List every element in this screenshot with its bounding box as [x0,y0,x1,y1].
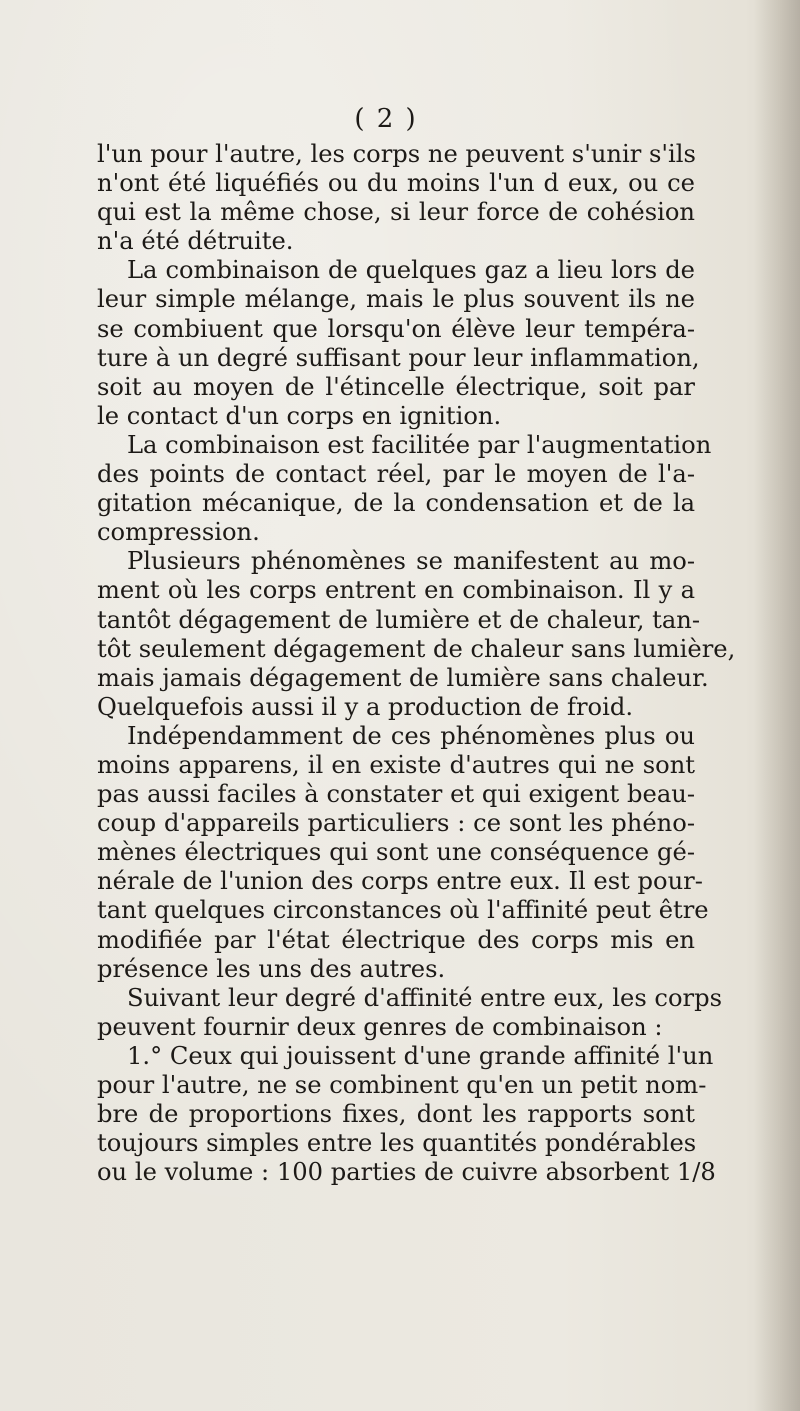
text-line: bre de proportions fixes, dont les rapports sont [97,1100,695,1129]
paragraph [97,430,712,547]
text-line: n'a été détruite. [97,227,294,256]
text-line: n'ont été liquéfiés ou du moins l'un d eux, ou ce [97,169,695,198]
text-line: gitation mécanique, de la condensation et de la [97,489,695,518]
text-line: tantôt dégagement de lumière et de chaleur, tan- [97,605,701,634]
page-number: ( 2 ) [354,104,418,134]
text-line: tant quelques circonstances où l'affinité peut être [97,896,709,925]
text-line: présence les uns des autres. [97,954,446,983]
body-text [97,140,736,1187]
text-line: mais jamais dégagement de lumière sans chaleur. [97,663,709,692]
text-line: des points de contact réel, par le moyen de l'a- [97,460,695,489]
text-line: se combiuent que lorsqu'on élève leur tempéra- [97,314,695,343]
text-line: La combinaison est facilitée par l'augmentation [127,430,712,459]
text-line: tôt seulement dégagement de chaleur sans lumière, [97,634,736,663]
paragraph [97,721,709,984]
text-line: modifiée par l'état électrique des corps mis en [97,925,695,954]
text-line: ture à un degré suffisant pour leur inflammation, [97,343,700,372]
text-line: ment où les corps entrent en combinaison. Il y a [97,576,695,605]
text-line: l'un pour l'autre, les corps ne peuvent s'unir s'ils [97,140,696,168]
paragraph [97,1041,716,1187]
text-line: Indépendamment de ces phénomènes plus ou [127,721,695,750]
text-line: compression. [97,518,260,547]
paragraph [97,140,695,256]
text-line: coup d'appareils particuliers : ce sont les phéno- [97,809,695,838]
paragraph [97,547,736,722]
paragraph [97,983,722,1042]
text-line: mènes électriques qui sont une conséquence gé- [97,838,695,867]
text-line: qui est la même chose, si leur force de cohésion [97,198,695,227]
text-line: Quelquefois aussi il y a production de froid. [97,692,634,721]
text-line: toujours simples entre les quantités pondérables [97,1129,697,1158]
text-line: 1.° Ceux qui jouissent d'une grande affinité l'un [127,1041,714,1070]
text-line: Plusieurs phénomènes se manifestent au mo- [127,547,695,576]
page-gutter-shadow [754,0,800,1411]
text-line: La combinaison de quelques gaz a lieu lors de [127,256,695,285]
text-line: le contact d'un corps en ignition. [97,401,502,430]
text-line: moins apparens, il en existe d'autres qui ne sont [97,750,695,779]
text-line: ou le volume : 100 parties de cuivre absorbent 1/8 [97,1158,716,1187]
text-line: peuvent fournir deux genres de combinaison : [97,1012,663,1041]
text-line: leur simple mélange, mais le plus souvent ils ne [97,285,695,314]
text-line: soit au moyen de l'étincelle électrique, soit par [97,372,695,401]
text-line: Suivant leur degré d'affinité entre eux, les corps [127,983,722,1012]
text-line: nérale de l'union des corps entre eux. Il est pour- [97,867,703,896]
text-line: pas aussi faciles à constater et qui exigent beau- [97,780,695,809]
paragraph [97,256,700,431]
text-line: pour l'autre, ne se combinent qu'en un petit nom- [97,1071,707,1099]
